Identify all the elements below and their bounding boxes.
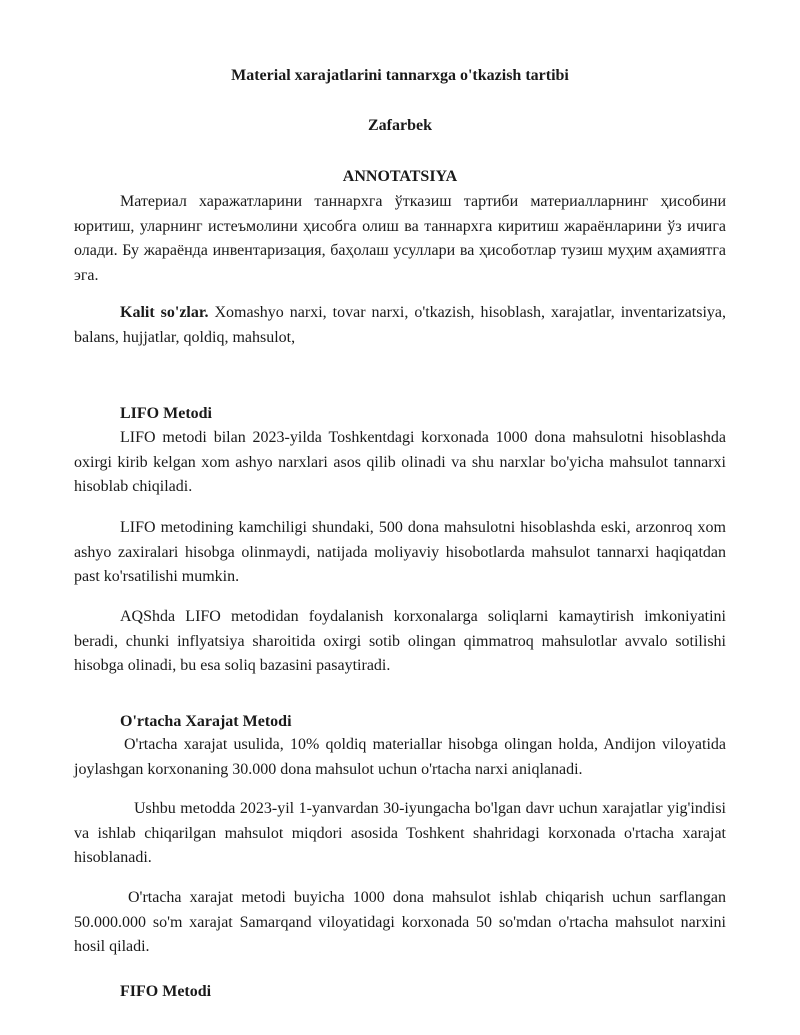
- average-paragraph-3: O'rtacha xarajat metodi buyicha 1000 dona mahsulot ishlab chiqarish uchun sarflangan 50.000.000 so'm xarajat Samarqand viloyatidagi korxonada 50 so'mdan o'rtacha mahsulot narxini hosil qiladi.: [74, 889, 726, 955]
- annotation-heading: ANNOTATSIYA: [342, 168, 458, 185]
- average-paragraph-1: O'rtacha xarajat usulida, 10% qoldiq materiallar hisobga olingan holda, Andijon viloyatida joylashgan korxonaning 30.000 dona mahsulot uchun o'rtacha narxi aniqlanadi.: [74, 736, 726, 778]
- lifo-paragraph-3: AQShda LIFO metodidan foydalanish korxonalarga soliqlarni kamaytirish imkoniyatini beradi, chunki inflyatsiya sharoitida oxirgi sotib olingan qimmatroq mahsulotlar avvalo sotilishi hisobga olinadi, bu esa soliq bazasini pasaytiradi.: [74, 608, 726, 674]
- annotation-paragraph: Материал харажатларини таннархга ўтказиш тартиби материалларнинг ҳисобини юритиш, уларнинг истеъмолини ҳисобга олиш ва таннархга киритиш жараёнларини ўз ичига олади. Бу жараёнда инвентаризация, баҳолаш усуллари ва ҳисоботлар тузиш муҳим аҳамиятга эга.: [74, 193, 726, 284]
- document-title: Material xarajatlarini tannarxga o'tkazish tartibi: [231, 67, 569, 84]
- keywords-label: Kalit so'zlar.: [120, 304, 209, 321]
- lifo-paragraph-1: LIFO metodi bilan 2023-yilda Toshkentdagi korxonada 1000 dona mahsulotni hisoblashda oxirgi kirib kelgan xom ashyo narxlari asos qilib olinadi va shu narxlar bo'yicha mahsulot tannarxi hisoblab chiqiladi.: [74, 429, 726, 495]
- average-paragraph-2: Ushbu metodda 2023-yil 1-yanvardan 30-iyungacha bo'lgan davr uchun xarajatlar yig'indisi va ishlab chiqarilgan mahsulot miqdori asosida Toshkent shahridagi korxonada o'rtacha xarajat hisoblanadi.: [74, 800, 726, 866]
- keywords-text: Xomashyo narxi, tovar narxi, o'tkazish, hisoblash, xarajatlar, inventarizatsiya, balans, hujjatlar, qoldiq, mahsulot,: [74, 304, 726, 346]
- document-author: Zafarbek: [368, 117, 432, 134]
- lifo-paragraph-2: LIFO metodining kamchiligi shundaki, 500 dona mahsulotni hisoblashda eski, arzonroq xom ashyo zaxiralari hisobga olinmaydi, natijada moliyaviy hisobotlarda mahsulot tannarxi haqiqatdan past ko'rsatilishi mumkin.: [74, 519, 726, 585]
- section-heading-average: O'rtacha Xarajat Metodi: [120, 713, 292, 730]
- keywords-paragraph: [74, 301, 726, 350]
- section-heading-lifo: LIFO Metodi: [120, 405, 212, 422]
- section-heading-fifo: FIFO Metodi: [120, 983, 212, 1000]
